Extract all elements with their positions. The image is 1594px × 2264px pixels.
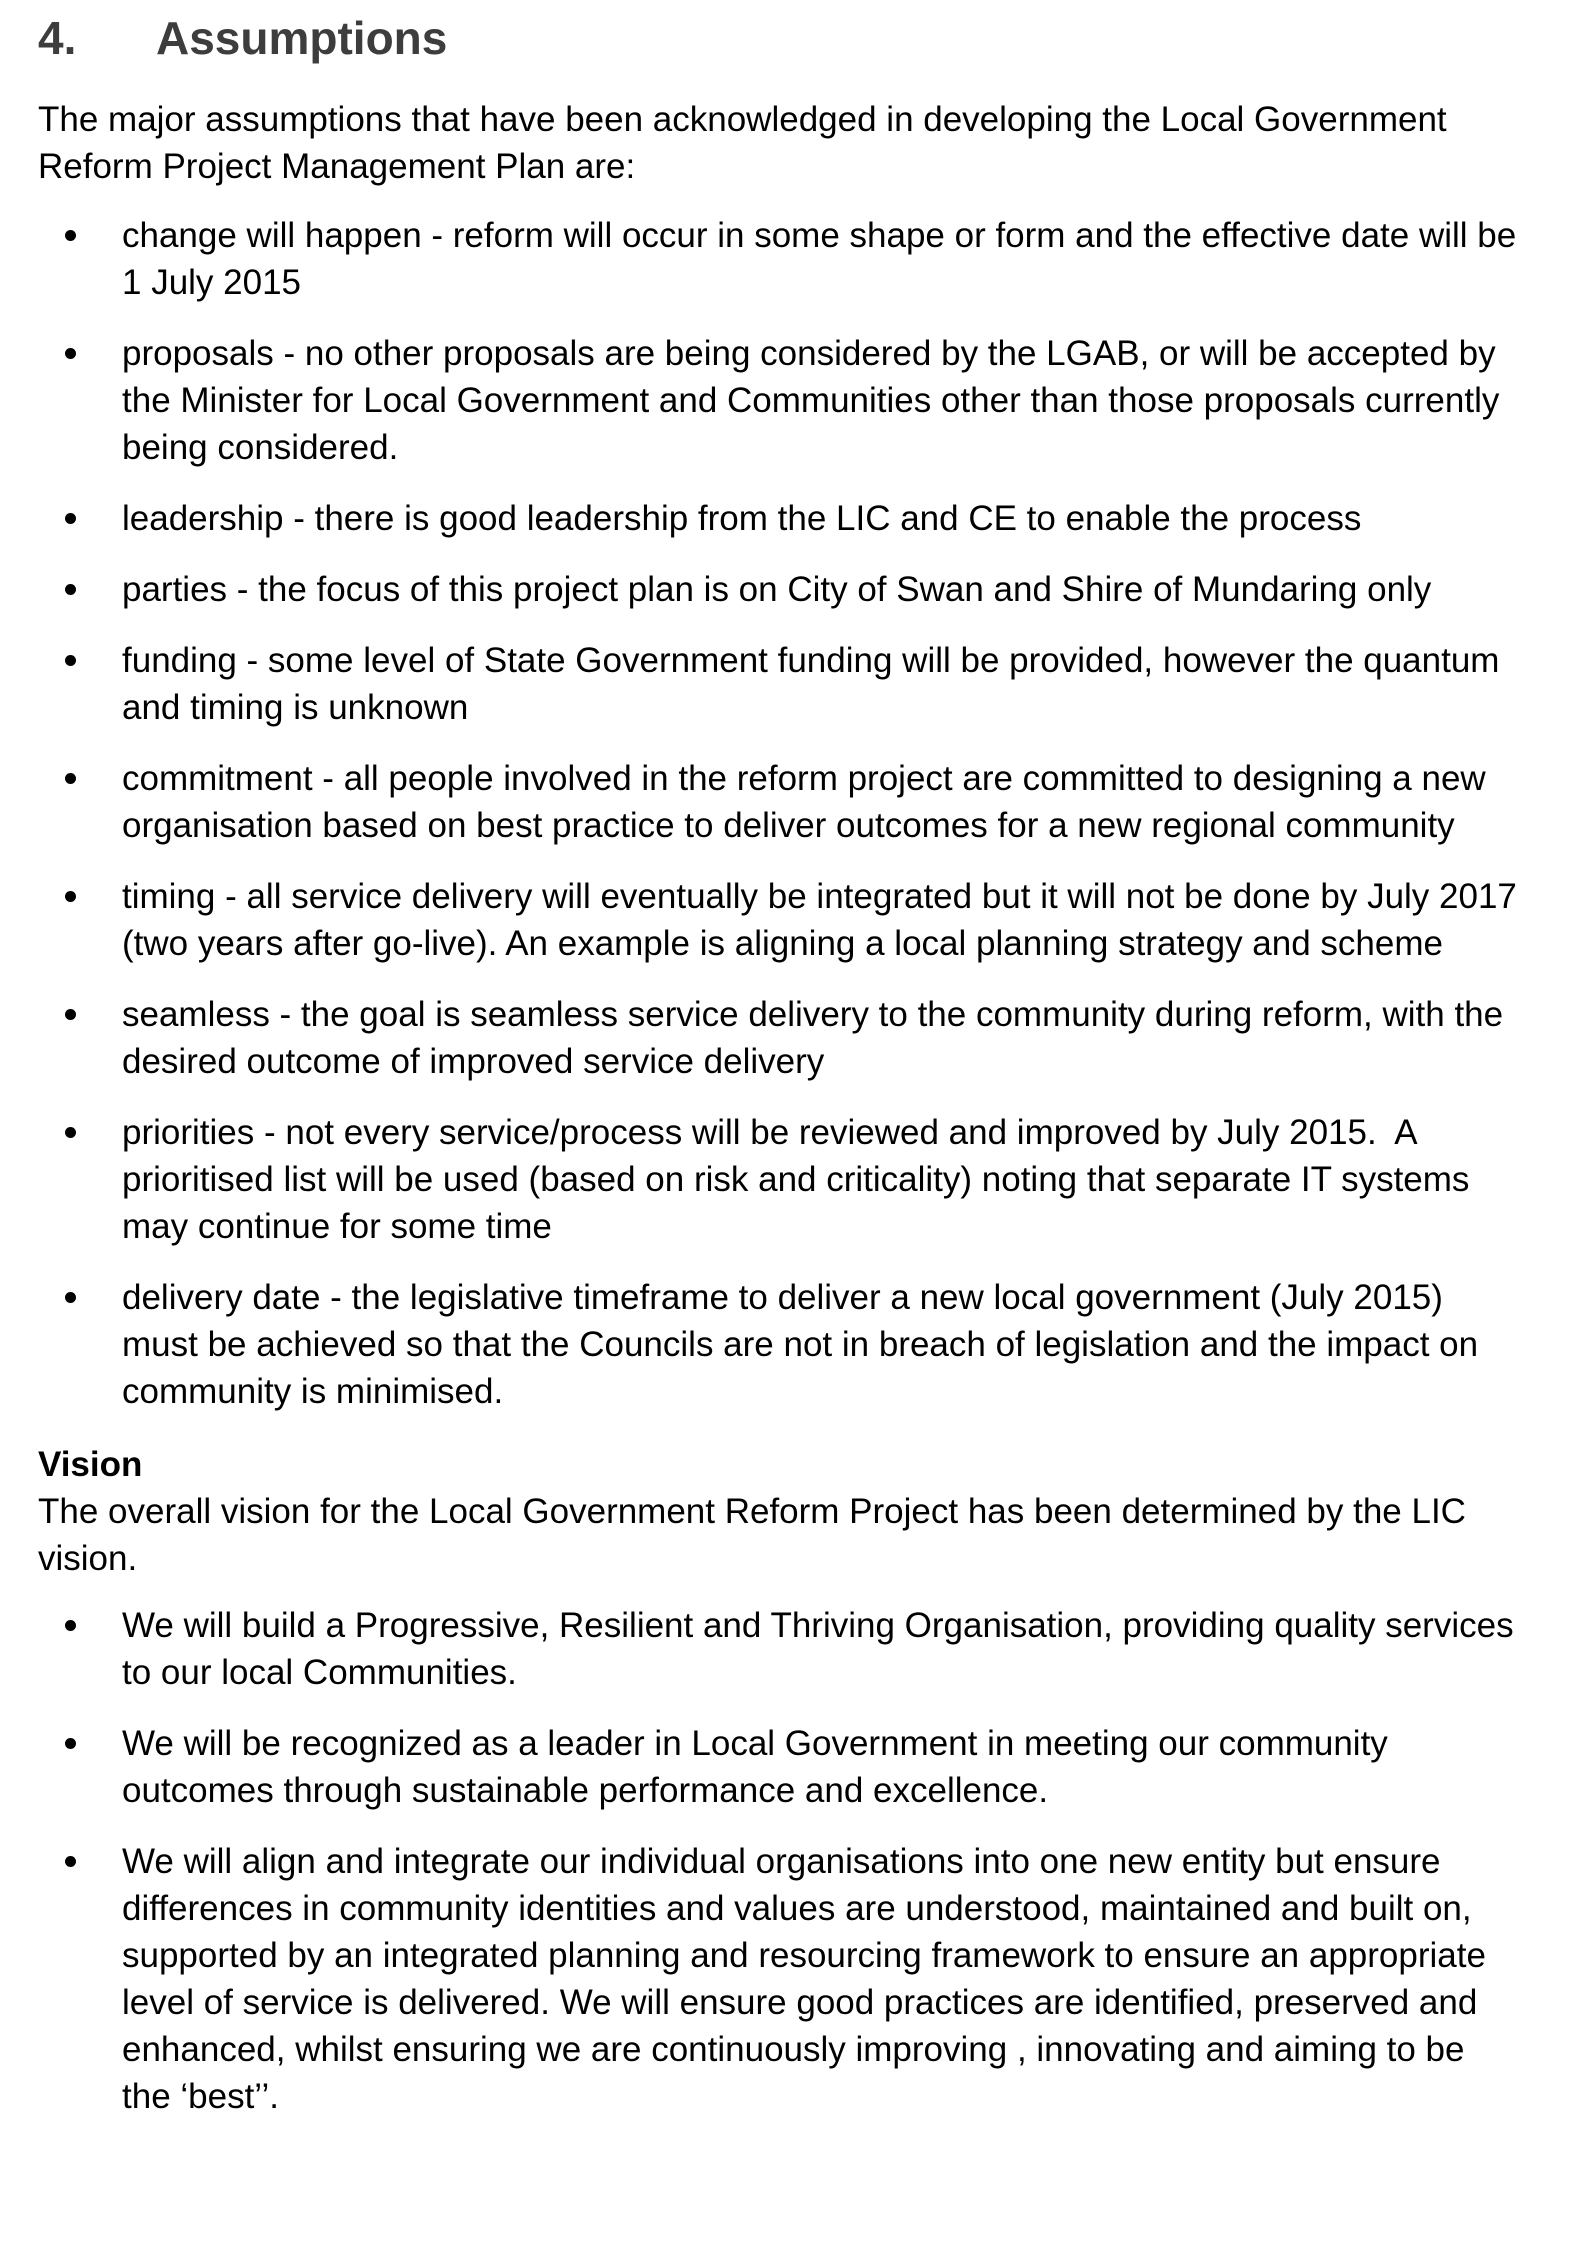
list-item-text: parties - the focus of this project plan is on City of Swan and Shire of Mundaring only	[122, 570, 1432, 609]
list-item	[38, 1838, 1536, 2120]
vision-intro-paragraph: The overall vision for the Local Government Reform Project has been determined by the LIC vision.	[38, 1492, 1476, 1578]
list-item-text: change will happen - reform will occur in some shape or form and the effective date will be 1 July 2015	[122, 216, 1526, 302]
list-item-text: delivery date - the legislative timeframe to deliver a new local government (July 2015) must be achieved so that the Councils are not in breach of legislation and the impact on community is minimised.	[122, 1278, 1488, 1411]
bullet-icon	[65, 773, 76, 784]
section-number: 4.	[38, 12, 77, 64]
intro-paragraph: The major assumptions that have been acknowledged in developing the Local Government Reform Project Management Plan are:	[38, 100, 1457, 186]
bullet-icon	[65, 655, 76, 666]
list-item	[38, 1274, 1536, 1415]
section-title: Assumptions	[156, 12, 448, 64]
bullet-icon	[65, 1009, 76, 1020]
bullet-icon	[65, 348, 76, 359]
list-item	[38, 212, 1536, 306]
bullet-icon	[65, 1856, 76, 1867]
vision-list	[38, 1602, 1536, 2120]
bullet-icon	[65, 1292, 76, 1303]
bullet-icon	[65, 891, 76, 902]
list-item	[38, 873, 1536, 967]
list-item-text: We will align and integrate our individual organisations into one new entity but ensure differences in community identities and values are understood, maintained and built on, supported by an integrated planning and resourcing framework to ensure an appropriate level of service is delivered. We will ensure good practices are identified, preserved and enhanced, whilst ensuring we are continuously improving , innovating and aiming to be the ‘best’’.	[122, 1842, 1496, 2116]
list-item	[38, 1109, 1536, 1250]
list-item-text: We will build a Progressive, Resilient and Thriving Organisation, providing quality services to our local Communities.	[122, 1606, 1524, 1692]
list-item-text: leadership - there is good leadership from the LIC and CE to enable the process	[122, 499, 1362, 538]
bullet-icon	[65, 1620, 76, 1631]
bullet-icon	[65, 513, 76, 524]
bullet-icon	[65, 584, 76, 595]
list-item	[38, 991, 1536, 1085]
assumptions-list	[38, 212, 1536, 1415]
list-item-text: funding - some level of State Government funding will be provided, however the quantum and timing is unknown	[122, 641, 1510, 727]
list-item-text: priorities - not every service/process will be reviewed and improved by July 2015. A prioritised list will be used (based on risk and criticality) noting that separate IT systems may continue for some time	[122, 1113, 1480, 1246]
list-item-text: proposals - no other proposals are being considered by the LGAB, or will be accepted by the Minister for Local Government and Communities other than those proposals currently being considered.	[122, 334, 1510, 467]
list-item-text: We will be recognized as a leader in Local Government in meeting our community outcomes through sustainable performance and excellence.	[122, 1724, 1398, 1810]
list-item	[38, 637, 1536, 731]
list-item	[38, 1602, 1536, 1696]
bullet-icon	[65, 1127, 76, 1138]
list-item-text: commitment - all people involved in the reform project are committed to designing a new organisation based on best practice to deliver outcomes for a new regional community	[122, 759, 1496, 845]
list-item	[38, 1720, 1536, 1814]
list-item	[38, 755, 1536, 849]
list-item	[38, 566, 1536, 613]
list-item-text: timing - all service delivery will eventually be integrated but it will not be done by July 2017 (two years after go-live). An example is aligning a local planning strategy and scheme	[122, 877, 1527, 963]
bullet-icon	[65, 230, 76, 241]
list-item-text: seamless - the goal is seamless service delivery to the community during reform, with the desired outcome of improved service delivery	[122, 995, 1513, 1081]
list-item	[38, 330, 1536, 471]
list-item	[38, 495, 1536, 542]
section-heading	[38, 10, 1536, 66]
bullet-icon	[65, 1738, 76, 1749]
vision-heading: Vision	[38, 1445, 143, 1484]
